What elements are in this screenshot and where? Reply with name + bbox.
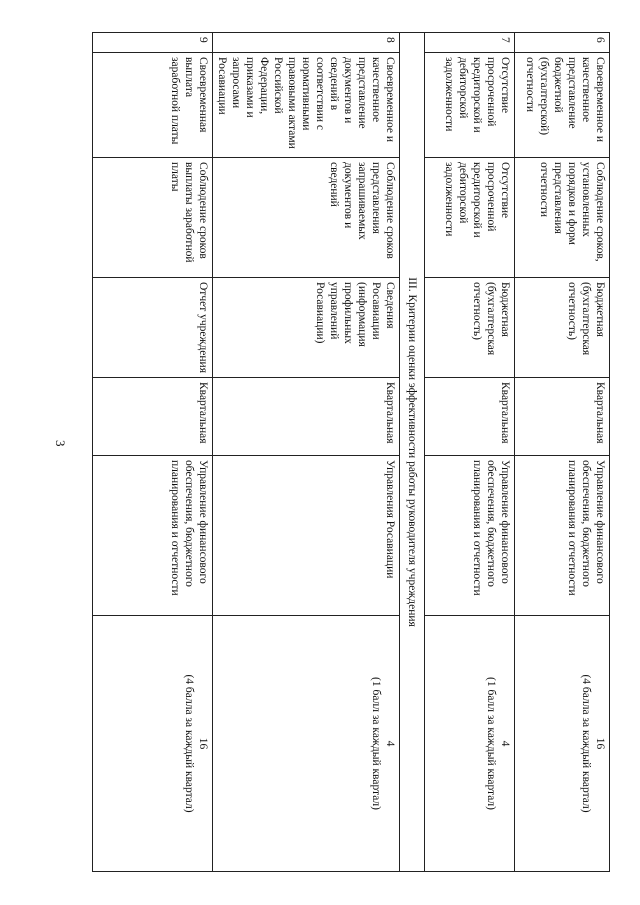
row-number: 8 (212, 33, 399, 53)
indicator-source: Отчет учреждения (92, 278, 212, 378)
indicator-score: 16 (4 балла за каждый квартал) (515, 616, 610, 872)
indicator-score: 16 (4 балла за каждый квартал) (92, 616, 212, 872)
section-header-row (399, 33, 424, 872)
indicator-period: Квартальная (212, 378, 399, 456)
page-number: 3 (53, 440, 68, 447)
indicator-responsible: Управление финансового обеспечения, бюджетного планирования и отчетности (515, 456, 610, 616)
indicator-name: Своевременная выплата заработной платы (92, 53, 212, 158)
indicator-criterion: Соблюдение сроков представления запрашиваемых документов и сведений (212, 158, 399, 278)
section-title: III. Критерии оценки эффективности работы руководителя учреждения (399, 33, 424, 872)
indicator-source: Бюджетная (бухгалтерская отчетность) (425, 278, 515, 378)
table-row (515, 33, 610, 872)
table-row (425, 33, 515, 872)
row-number: 7 (425, 33, 515, 53)
indicator-criterion: Соблюдение сроков выплаты заработной платы (92, 158, 212, 278)
indicator-score: 4 (1 балл за каждый квартал) (425, 616, 515, 872)
indicator-responsible: Управления Росавиации (212, 456, 399, 616)
indicator-score: 4 (1 балл за каждый квартал) (212, 616, 399, 872)
indicator-responsible: Управление финансового обеспечения, бюджетного планирования и отчетности (92, 456, 212, 616)
indicator-name: Отсутствие просроченной кредиторской и дебиторской задолженности (425, 53, 515, 158)
indicator-criterion: Отсутствие просроченной кредиторской и дебиторской задолженности (425, 158, 515, 278)
indicator-responsible: Управление финансового обеспечения, бюджетного планирования и отчетности (425, 456, 515, 616)
indicator-name: Своевременное и качественное представление документов и сведений в соответствии с нормативными правовыми актами Российской Федерации, приказами и запросами Росавиации (212, 53, 399, 158)
indicator-period: Квартальная (92, 378, 212, 456)
indicator-source: Сведения Росавиации (информация профильных управлений Росавиации) (212, 278, 399, 378)
indicator-source: Бюджетная (бухгалтерская отчетность) (515, 278, 610, 378)
rotated-table-wrapper (85, 32, 610, 872)
indicator-period: Квартальная (515, 378, 610, 456)
table-row (212, 33, 399, 872)
table-row (92, 33, 212, 872)
indicator-name: Своевременное и качественное представление бюджетной (бухгалтерской) отчетности (515, 53, 610, 158)
criteria-table (92, 32, 610, 872)
indicator-period: Квартальная (425, 378, 515, 456)
row-number: 6 (515, 33, 610, 53)
indicator-criterion: Соблюдение сроков, установленных порядков и форм представления отчетности (515, 158, 610, 278)
row-number: 9 (92, 33, 212, 53)
